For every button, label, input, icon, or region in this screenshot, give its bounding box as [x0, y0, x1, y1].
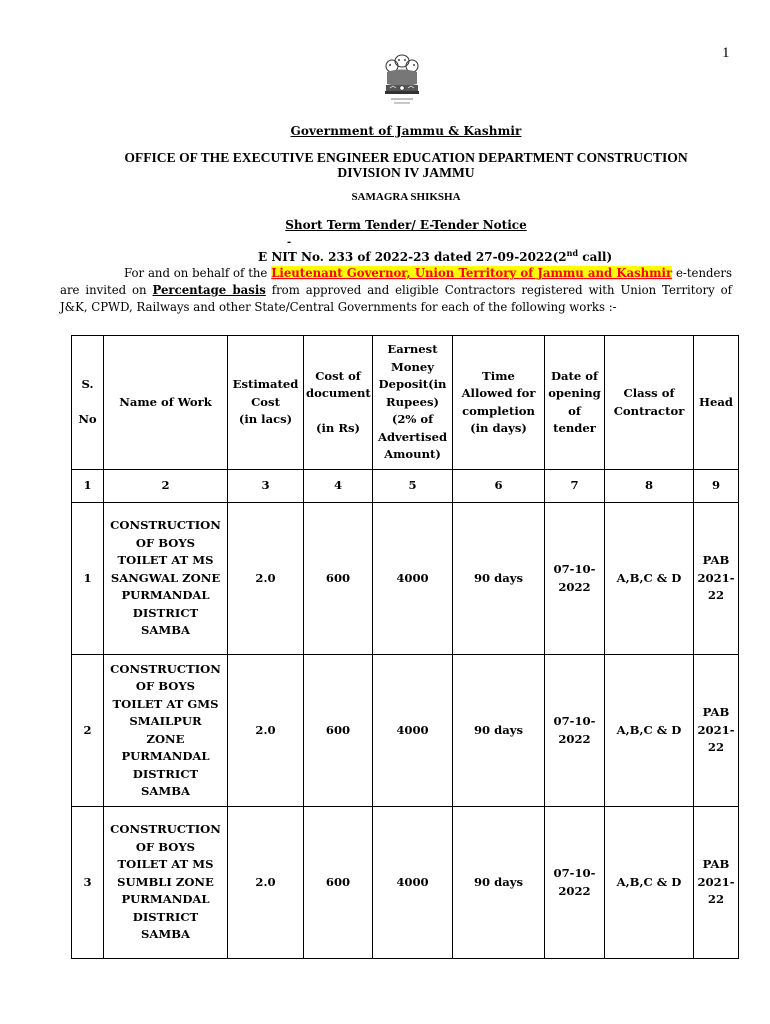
work-name-line: TOILET AT GMS	[112, 696, 219, 711]
row-class: A,B,C & D	[605, 807, 694, 959]
row-date-line1: 07-10-	[553, 866, 596, 880]
work-name-line: CONSTRUCTION	[110, 518, 221, 533]
row-head-line1: PAB	[702, 553, 730, 568]
enit-prefix: E NIT No. 233 of 2022-23 dated 27-09-2022(2	[258, 250, 567, 264]
row-estimated-cost: 2.0	[228, 807, 304, 959]
column-number: 8	[605, 470, 694, 503]
row-document-cost: 600	[304, 503, 373, 655]
authority-highlight: Lieutenant Governor, Union Territory of Jammu and Kashmir	[271, 266, 673, 280]
row-estimated-cost: 2.0	[228, 655, 304, 807]
header-estimated-cost	[228, 336, 304, 470]
basis-text: Percentage basis	[152, 283, 266, 297]
row-date-line2: 2022	[558, 579, 591, 594]
row-sno: 2	[72, 655, 104, 807]
column-number: 5	[373, 470, 453, 503]
row-head-line2: 2021-	[697, 570, 735, 585]
row-document-cost: 600	[304, 807, 373, 959]
works-table	[71, 335, 739, 959]
row-name-of-work	[104, 655, 228, 807]
work-name-line: SAMBA	[141, 784, 190, 798]
row-date-line2: 2022	[558, 883, 591, 898]
row-head	[694, 807, 739, 959]
table-row	[72, 807, 739, 959]
para-part2: e-tenders are invited on	[60, 266, 732, 297]
column-number: 2	[104, 470, 228, 503]
row-head-line3: 22	[707, 892, 725, 907]
enit-suffix: call)	[578, 250, 613, 264]
header-time-allowed	[453, 336, 545, 470]
header-document-cost	[304, 336, 373, 470]
row-date-line2: 2022	[558, 731, 591, 746]
row-head-line2: 2021-	[697, 722, 735, 737]
enit-number	[258, 248, 612, 264]
para-part3: from approved and eligible Contractors registered with Union Territory of J&K, CPWD, Railways and other State/Central Governments for each of the following works :-	[60, 283, 732, 314]
row-time: 90 days	[453, 655, 545, 807]
column-number: 4	[304, 470, 373, 503]
work-name-line: SANGWAL ZONE	[110, 570, 221, 585]
header-time-2: Allowed for	[461, 386, 536, 400]
header-emd-1: Earnest	[387, 342, 438, 357]
header-sno-b: No	[78, 412, 97, 427]
dash-mark: -	[287, 237, 292, 248]
notice-title: Short Term Tender/ E-Tender Notice	[285, 218, 527, 232]
work-name-line: OF BOYS	[135, 839, 196, 854]
header-time-3: completion	[462, 403, 535, 418]
header-date-opening	[545, 336, 605, 470]
header-date-4: tender	[553, 421, 596, 435]
row-estimated-cost: 2.0	[228, 503, 304, 655]
office-heading-line1: OFFICE OF THE EXECUTIVE ENGINEER EDUCATION DEPARTMENT CONSTRUCTION	[124, 150, 688, 165]
header-name-of-work: Name of Work	[104, 336, 228, 470]
row-document-cost: 600	[304, 655, 373, 807]
header-class-contractor	[605, 336, 694, 470]
table-row	[72, 503, 739, 655]
row-date-line1: 07-10-	[553, 714, 596, 728]
header-emd-7: Amount)	[384, 447, 441, 462]
row-head-line3: 22	[707, 740, 725, 755]
work-name-line: PURMANDAL	[121, 892, 210, 907]
work-name-line: DISTRICT	[132, 605, 199, 620]
row-date	[545, 503, 605, 655]
header-date-1: Date of	[550, 368, 599, 383]
work-name-line: TOILET AT MS	[117, 857, 214, 872]
column-number: 1	[72, 470, 104, 503]
invitation-paragraph	[60, 265, 732, 316]
row-class: A,B,C & D	[605, 503, 694, 655]
row-date-line1: 07-10-	[553, 562, 596, 576]
header-class-1: Class of	[623, 386, 675, 400]
row-head-line1: PAB	[702, 705, 730, 720]
para-part1: For and on behalf of the	[124, 266, 272, 280]
row-sno: 1	[72, 503, 104, 655]
work-name-line: SMAILPUR	[129, 714, 202, 728]
header-cost-2: document	[306, 386, 371, 400]
header-head: Head	[694, 336, 739, 470]
row-time: 90 days	[453, 807, 545, 959]
work-name-line: SUMBLI ZONE	[117, 874, 214, 889]
header-emd-3: Deposit(in	[378, 377, 447, 392]
work-name-line: SAMBA	[141, 623, 190, 638]
work-name-line: ZONE	[146, 731, 185, 746]
header-cost-1: Cost of	[315, 368, 361, 383]
office-heading-line2: DIVISION IV JAMMU	[337, 165, 475, 180]
row-date	[545, 807, 605, 959]
header-emd-2: Money	[390, 359, 435, 374]
row-name-of-work	[104, 807, 228, 959]
column-number: 7	[545, 470, 605, 503]
enit-superscript: nd	[566, 248, 579, 258]
column-number: 6	[453, 470, 545, 503]
work-name-line: PURMANDAL	[121, 749, 210, 763]
header-est-3: (in lacs)	[238, 412, 293, 427]
header-cost-3: (in Rs)	[315, 421, 360, 435]
national-emblem-icon	[377, 52, 427, 110]
work-name-line: DISTRICT	[132, 909, 199, 924]
header-emd-6: Advertised	[377, 429, 448, 444]
work-name-line: PURMANDAL	[121, 588, 210, 603]
row-head	[694, 503, 739, 655]
header-est-1: Estimated	[232, 377, 299, 392]
row-head	[694, 655, 739, 807]
header-sno-a: S.	[81, 377, 94, 392]
row-class: A,B,C & D	[605, 655, 694, 807]
row-emd: 4000	[373, 503, 453, 655]
row-sno: 3	[72, 807, 104, 959]
row-head-line2: 2021-	[697, 874, 735, 889]
header-class-2: Contractor	[613, 403, 685, 418]
page-number: 1	[722, 45, 730, 61]
government-heading: Government of Jammu & Kashmir	[290, 124, 522, 138]
row-time: 90 days	[453, 503, 545, 655]
work-name-line: SAMBA	[141, 927, 190, 942]
header-date-3: of	[568, 403, 581, 418]
row-date	[545, 655, 605, 807]
work-name-line: CONSTRUCTION	[110, 822, 221, 837]
column-number: 3	[228, 470, 304, 503]
column-number-row	[72, 470, 739, 503]
row-emd: 4000	[373, 655, 453, 807]
header-emd-5: (2% of	[391, 412, 434, 427]
work-name-line: DISTRICT	[132, 766, 199, 781]
work-name-line: CONSTRUCTION	[110, 661, 221, 676]
header-earnest-money	[373, 336, 453, 470]
row-head-line1: PAB	[702, 857, 730, 872]
header-est-2: Cost	[251, 394, 280, 409]
work-name-line: TOILET AT MS	[117, 553, 214, 568]
header-date-2: opening	[548, 386, 601, 400]
table-header-row	[72, 336, 739, 470]
work-name-line: OF BOYS	[135, 679, 196, 693]
scheme-name: SAMAGRA SHIKSHA	[351, 191, 461, 203]
work-name-line: OF BOYS	[135, 535, 196, 550]
header-emd-4: Rupees)	[386, 394, 439, 409]
office-heading	[90, 150, 722, 180]
header-time-1: Time	[482, 368, 515, 383]
header-sno	[72, 336, 104, 470]
row-name-of-work	[104, 503, 228, 655]
table-row	[72, 655, 739, 807]
row-head-line3: 22	[707, 588, 725, 603]
column-number: 9	[694, 470, 739, 503]
row-emd: 4000	[373, 807, 453, 959]
header-time-4: (in days)	[470, 421, 527, 435]
